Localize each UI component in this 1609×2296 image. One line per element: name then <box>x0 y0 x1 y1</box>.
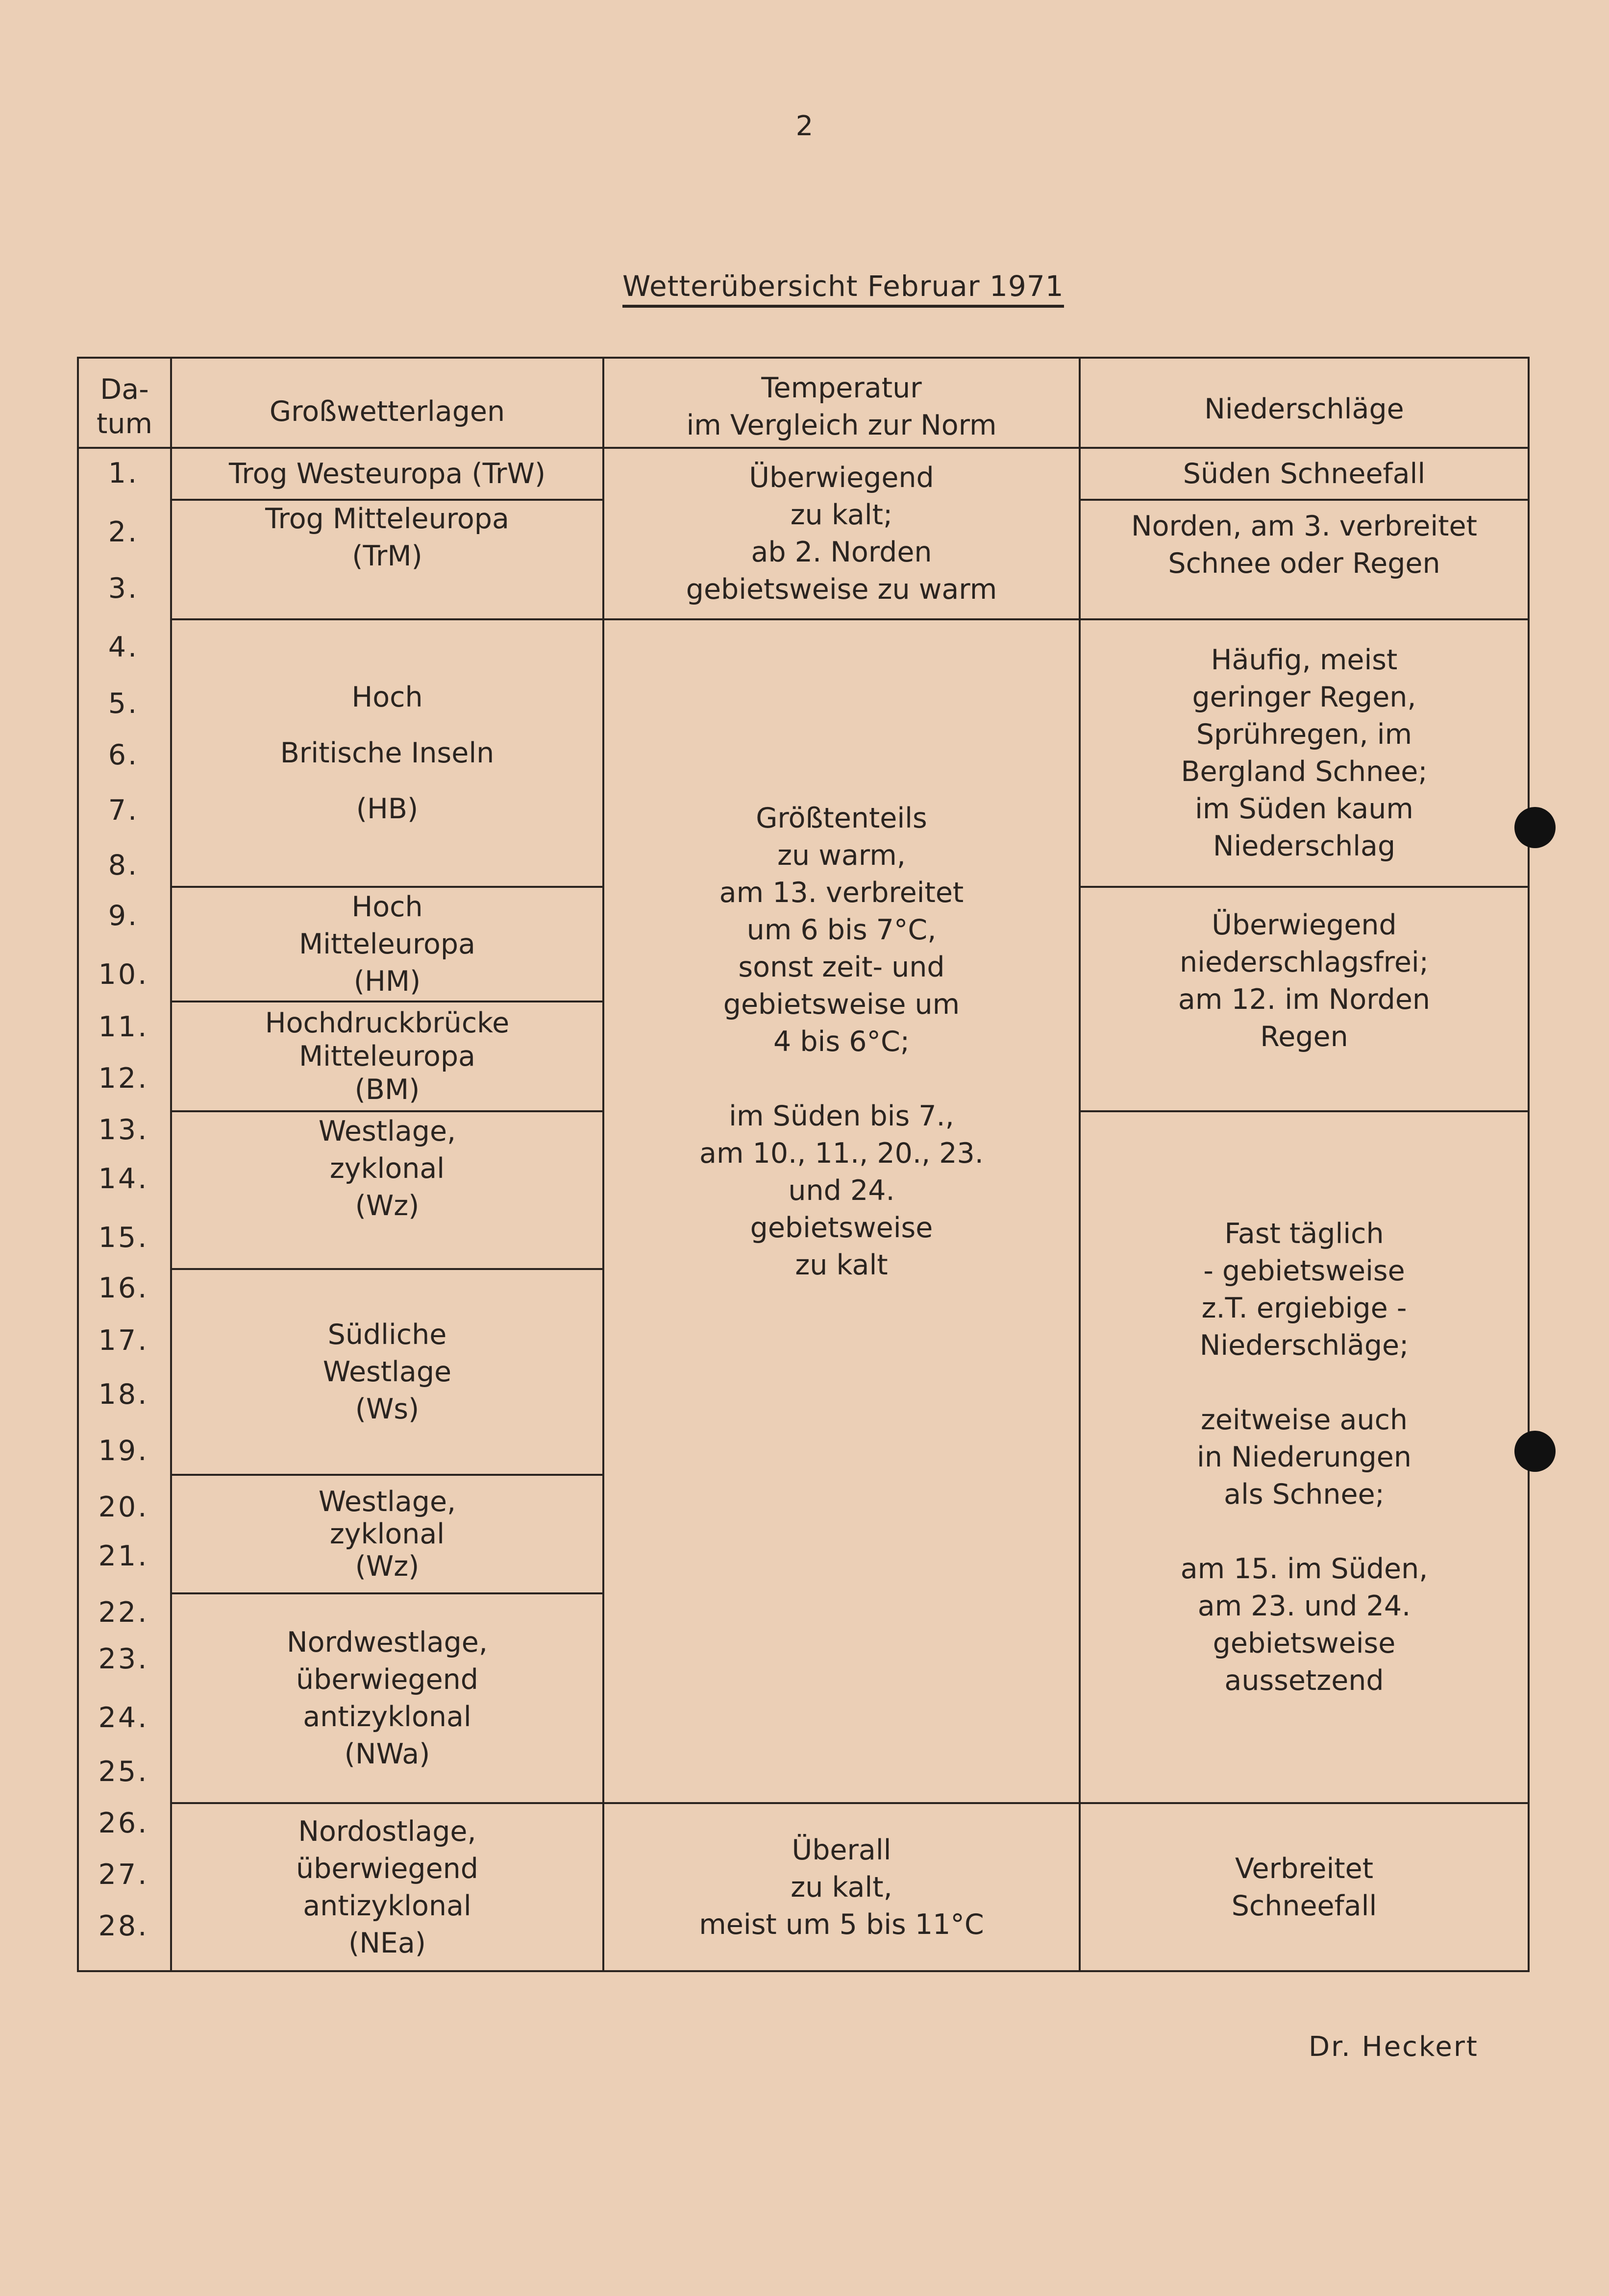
date-label: 21. <box>98 1540 149 1572</box>
punch-hole <box>1514 807 1556 848</box>
punch-hole <box>1514 1431 1556 1472</box>
date-label: 9. <box>108 900 139 932</box>
niederschlag-cell: Verbreitet Schneefall <box>1231 1852 1377 1922</box>
niederschlag-cell: Norden, am 3. verbreitet Schnee oder Regen <box>1131 510 1477 580</box>
date-label: 4. <box>108 631 139 663</box>
temperatur-cell: Überall zu kalt, meist um 5 bis 11°C <box>699 1833 984 1941</box>
date-label: 18. <box>98 1378 149 1411</box>
date-label: 12. <box>98 1062 149 1095</box>
date-label: 7. <box>108 794 139 827</box>
lage-cell: Westlage, zyklonal (Wz) <box>318 1115 456 1222</box>
lage-cell: Nordostlage, überwiegend antizyklonal (NEa) <box>296 1815 478 1959</box>
date-label: 25. <box>98 1756 149 1788</box>
niederschlag-cell: Süden Schneefall <box>1183 458 1426 490</box>
temperatur-cell: Überwiegend zu kalt; ab 2. Norden gebietsweise zu warm <box>686 462 997 606</box>
lage-cell: Westlage, zyklonal (Wz) <box>318 1486 456 1583</box>
date-label: 5. <box>108 687 139 720</box>
date-label: 10. <box>98 958 149 991</box>
date-label: 14. <box>98 1163 149 1195</box>
lage-cell: Hochdruckbrücke Mitteleuropa (BM) <box>265 1007 510 1106</box>
lage-cell: Nordwestlage, überwiegend antizyklonal (NWa) <box>287 1626 488 1770</box>
header-temperatur: Temperatur im Vergleich zur Norm <box>686 372 997 441</box>
date-label: 16. <box>98 1272 149 1304</box>
date-label: 17. <box>98 1324 149 1357</box>
lage-cell: Hoch Mitteleuropa (HM) <box>299 891 475 998</box>
date-label: 8. <box>108 849 139 881</box>
page-number: 2 <box>795 110 814 142</box>
header-niederschlaege: Niederschläge <box>1204 393 1404 425</box>
niederschlag-cell: Überwiegend niederschlagsfrei; am 12. im Norden Regen <box>1178 909 1431 1053</box>
date-label: 23. <box>98 1643 149 1675</box>
date-label: 19. <box>98 1435 149 1467</box>
header-datum: Da- tum <box>97 373 152 440</box>
date-label: 28. <box>98 1910 149 1942</box>
date-label: 27. <box>98 1858 149 1891</box>
table-border-right <box>1528 357 1530 1972</box>
date-label: 1. <box>108 457 139 489</box>
date-label: 11. <box>98 1011 149 1043</box>
date-label: 3. <box>108 572 139 605</box>
niederschlag-cell: Häufig, meist geringer Regen, Sprühregen, im Bergland Schnee; im Süden kaum Niederschlag <box>1181 644 1428 862</box>
table-border-top <box>77 357 1530 359</box>
date-label: 24. <box>98 1702 149 1734</box>
header-grosswetterlagen: Großwetterlagen <box>269 395 505 428</box>
temperatur-cell: Größtenteils zu warm, am 13. verbreitet um 6 bis 7°C, sonst zeit- und gebietsweise um 4 bis 6°C; im Süden bis 7., am 10., 11., 20., 23. und 24. gebietsweise zu kalt <box>699 802 984 1281</box>
date-label: 20. <box>98 1491 149 1523</box>
lage-cell: Trog Westeuropa (TrW) <box>228 458 546 490</box>
lage-cell: Südliche Westlage (Ws) <box>322 1319 452 1425</box>
signature: Dr. Heckert <box>1309 2031 1479 2063</box>
date-label: 22. <box>98 1596 149 1629</box>
weather-table <box>77 357 1530 1972</box>
lage-cell: Hoch Britische Inseln (HB) <box>280 681 495 825</box>
page-title: Wetterübersicht Februar 1971 <box>622 269 1064 308</box>
date-label: 2. <box>108 516 139 548</box>
date-label: 26. <box>98 1807 149 1839</box>
lage-cell: Trog Mitteleuropa (TrM) <box>265 503 509 572</box>
date-label: 13. <box>98 1114 149 1146</box>
niederschlag-cell: Fast täglich - gebietsweise z.T. ergiebige - Niederschläge; zeitweise auch in Niederungen als Schnee; am 15. im Süden, am 23. und 24. gebietsweise aussetzend <box>1180 1218 1428 1697</box>
date-label: 15. <box>98 1221 149 1254</box>
date-label: 6. <box>108 739 139 771</box>
table-border-bottom <box>77 1970 1530 1972</box>
